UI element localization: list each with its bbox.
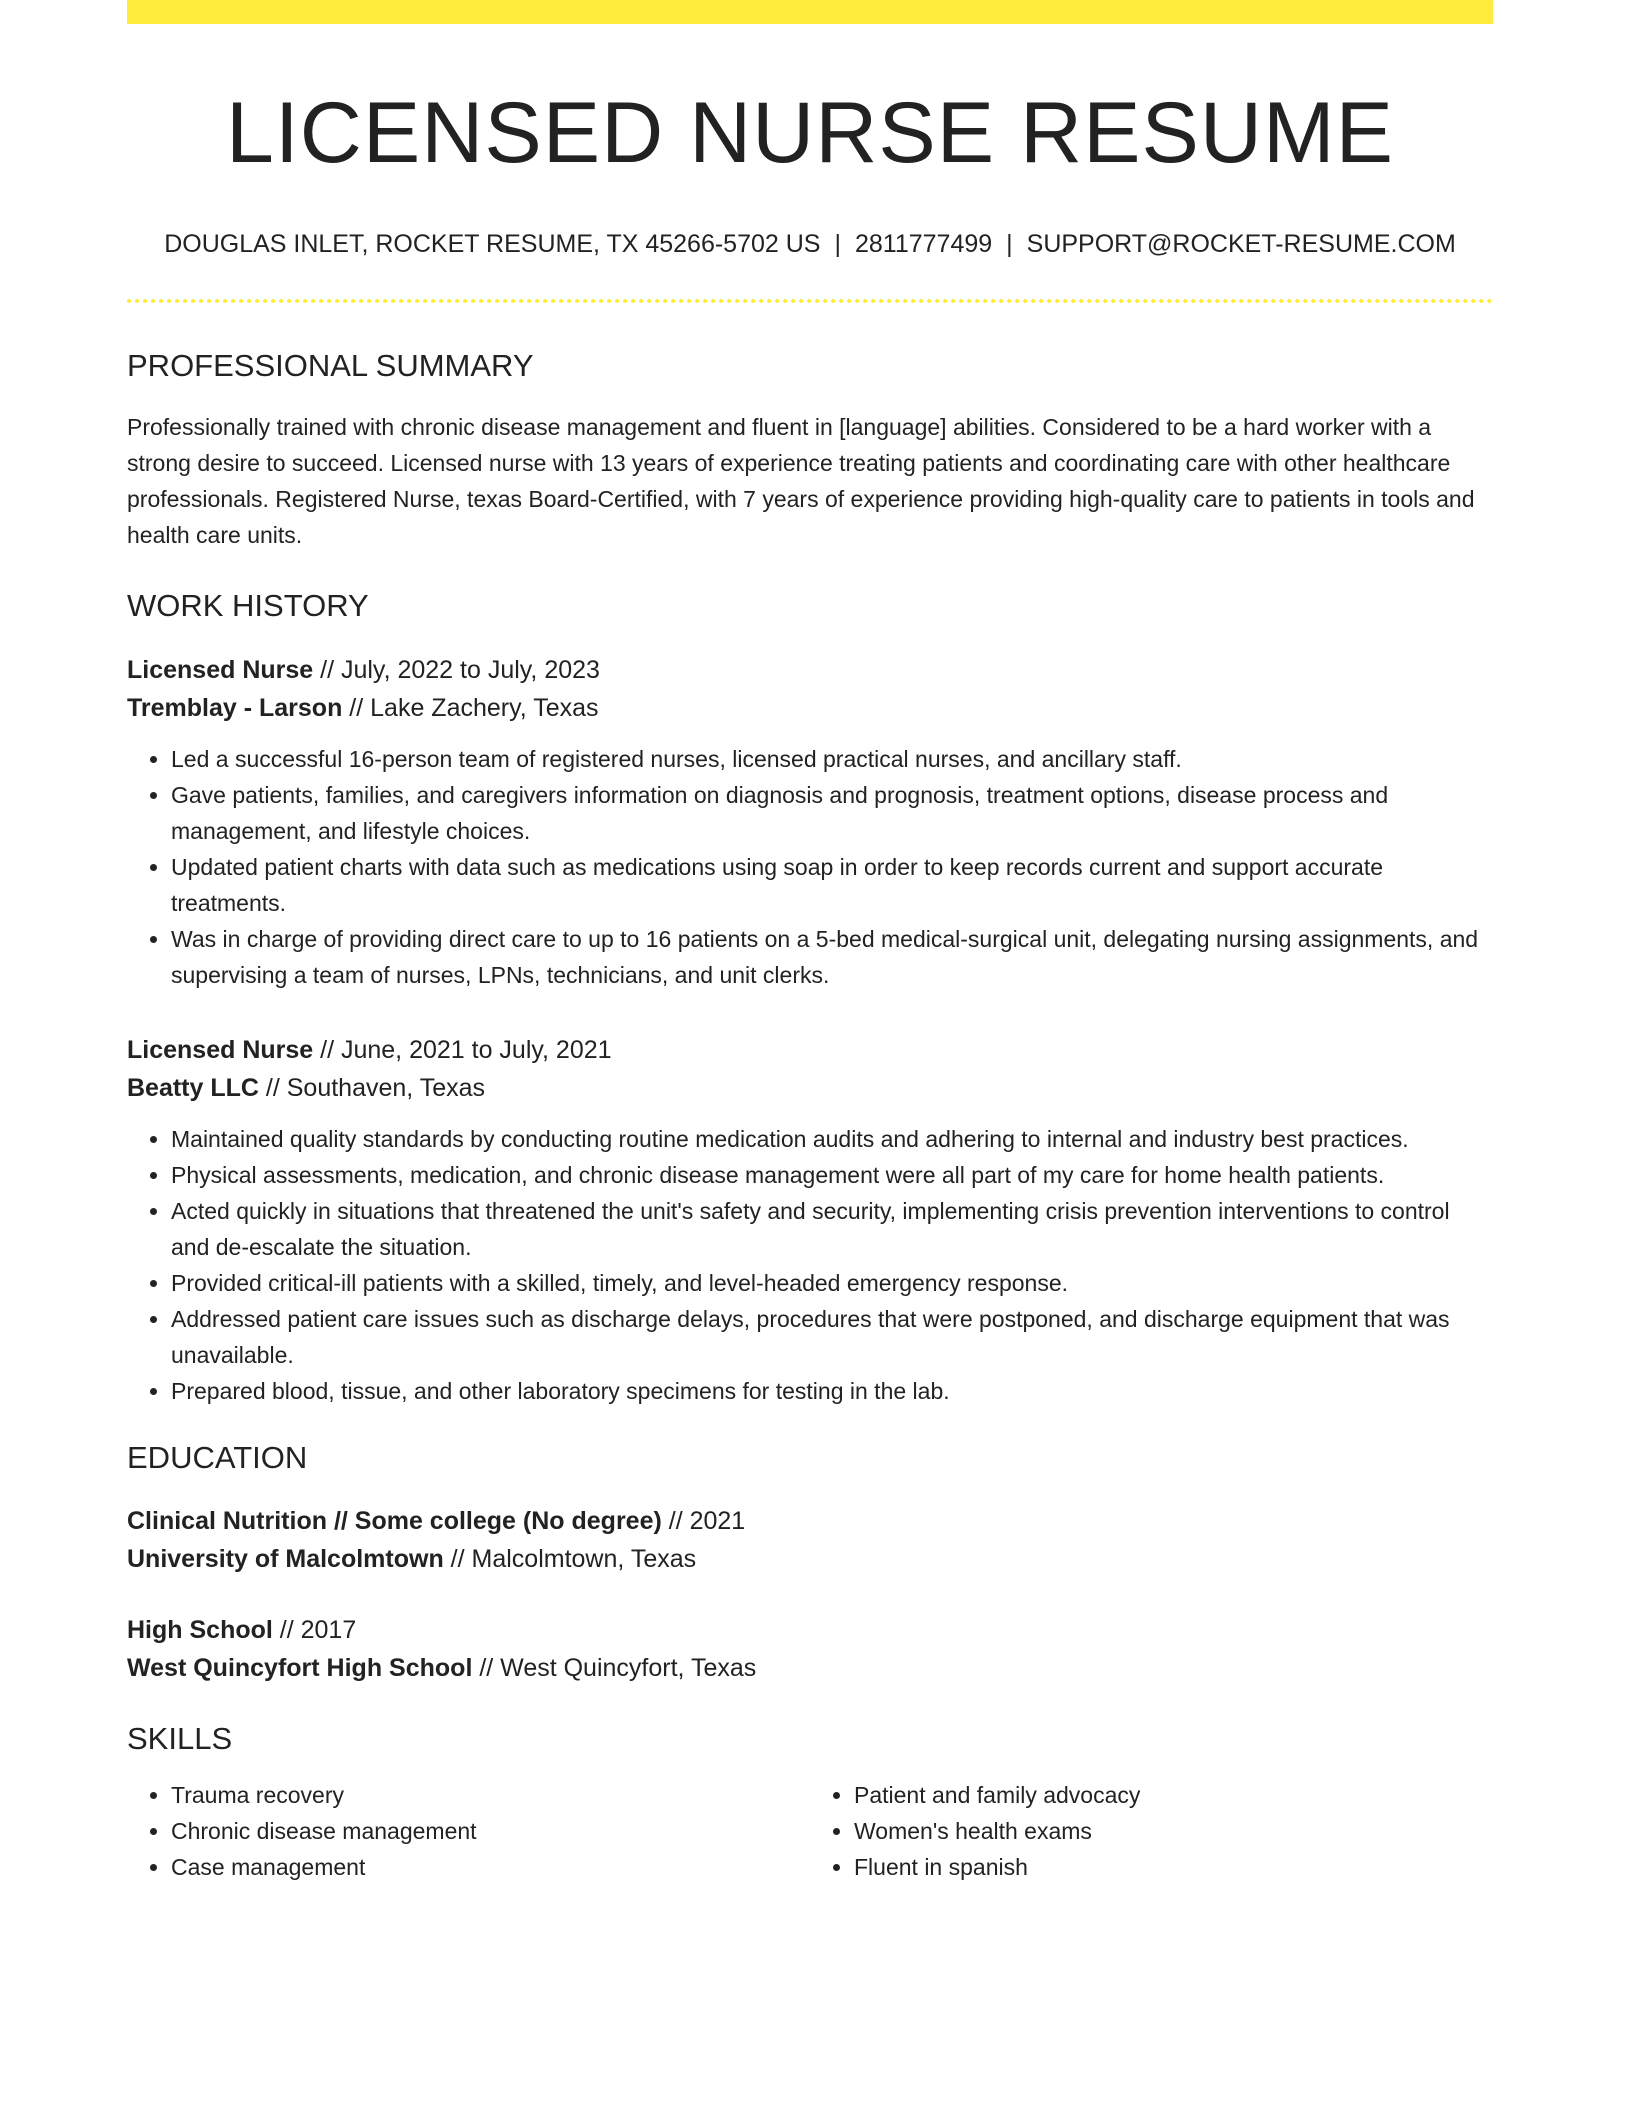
job-title-line [127, 651, 1493, 689]
education-degree-line [127, 1502, 1493, 1540]
job-bullet: • Was in charge of providing direct care to up to 16 patients on a 5-bed medical-surgical unit, delegating nursing assignments, and supervising a team of nurses, LPNs, technicians, and unit clerks. [171, 921, 1493, 993]
work-history-heading: WORK HISTORY [127, 588, 369, 624]
job-bullet: • Led a successful 16-person team of registered nurses, licensed practical nurses, and ancillary staff. [171, 741, 1493, 777]
job-bullet: • Addressed patient care issues such as discharge delays, procedures that were postponed, and discharge equipment that was unavailable. [171, 1301, 1493, 1373]
resume-title: LICENSED NURSE RESUME [226, 85, 1394, 181]
job-bullets [127, 741, 1493, 993]
education-school: West Quincyfort High School [127, 1653, 473, 1682]
skill-item: • Trauma recovery [171, 1777, 810, 1813]
education-year: // 2017 [272, 1615, 357, 1644]
skill-item: • Chronic disease management [171, 1813, 810, 1849]
job-location: // Southaven, Texas [258, 1073, 486, 1102]
job-bullet: • Physical assessments, medication, and chronic disease management were all part of my care for home health patients. [171, 1157, 1493, 1193]
job-title: Licensed Nurse [127, 1035, 314, 1064]
job-bullet: • Acted quickly in situations that threatened the unit's safety and security, implementing crisis prevention interventions to control and de-escalate the situation. [171, 1193, 1493, 1265]
job-entry [127, 651, 1493, 993]
job-title-line [127, 1031, 1493, 1069]
education-location: // West Quincyfort, Texas [472, 1653, 757, 1682]
education-degree: Clinical Nutrition // Some college (No degree) [127, 1506, 662, 1535]
dotted-divider [127, 299, 1493, 303]
education-school-line [127, 1540, 1493, 1578]
job-company: Beatty LLC [127, 1073, 259, 1102]
skills-heading: SKILLS [127, 1720, 233, 1756]
job-bullet: • Provided critical-ill patients with a skilled, timely, and level-headed emergency response. [171, 1265, 1493, 1301]
education-entry [127, 1502, 1493, 1578]
job-bullet: • Updated patient charts with data such as medications using soap in order to keep records current and support accurate treatments. [171, 849, 1493, 921]
job-company-line [127, 1069, 1493, 1107]
education-year: // 2021 [661, 1506, 746, 1535]
accent-top-bar [127, 0, 1493, 24]
contact-phone: 2811777499 [854, 230, 993, 259]
education-entry [127, 1611, 1493, 1687]
contact-separator: | [1006, 230, 1013, 259]
job-company: Tremblay - Larson [127, 693, 343, 722]
job-company-line [127, 689, 1493, 727]
skill-item: • Patient and family advocacy [854, 1777, 1493, 1813]
education-school-line [127, 1649, 1493, 1687]
skill-item: • Women's health exams [854, 1813, 1493, 1849]
contact-address: DOUGLAS INLET, ROCKET RESUME, TX 45266-5702 US [164, 230, 821, 259]
job-bullets [127, 1121, 1493, 1409]
skill-item: • Case management [171, 1849, 810, 1885]
job-title: Licensed Nurse [127, 655, 314, 684]
education-heading: EDUCATION [127, 1439, 308, 1475]
skills-list [127, 1777, 1493, 1885]
job-dates: // June, 2021 to July, 2021 [313, 1035, 612, 1064]
education-degree-line [127, 1611, 1493, 1649]
summary-heading: PROFESSIONAL SUMMARY [127, 348, 534, 384]
skills-column-right [810, 1777, 1493, 1885]
contact-email: SUPPORT@ROCKET-RESUME.COM [1026, 230, 1456, 259]
education-location: // Malcolmtown, Texas [443, 1544, 697, 1573]
job-entry [127, 1031, 1493, 1409]
education-school: University of Malcolmtown [127, 1544, 444, 1573]
job-bullet: • Prepared blood, tissue, and other laboratory specimens for testing in the lab. [171, 1373, 1493, 1409]
contact-separator: | [834, 230, 841, 259]
contact-line [127, 229, 1493, 259]
job-dates: // July, 2022 to July, 2023 [313, 655, 600, 684]
job-location: // Lake Zachery, Texas [342, 693, 599, 722]
skill-item: • Fluent in spanish [854, 1849, 1493, 1885]
job-bullet: • Gave patients, families, and caregivers information on diagnosis and prognosis, treatment options, disease process and management, and lifestyle choices. [171, 777, 1493, 849]
skills-column-left [127, 1777, 810, 1885]
job-bullet: • Maintained quality standards by conducting routine medication audits and adhering to internal and industry best practices. [171, 1121, 1493, 1157]
summary-text: Professionally trained with chronic disease management and fluent in [language] abilities. Considered to be a hard worker with a strong desire to succeed. Licensed nurse with 13 years of experience treating patients and coordinating care with other healthcare professionals. Registered Nurse, texas Board-Certified, with 7 years of experience providing high-quality care to patients in tools and health care units. [127, 414, 1475, 549]
resume-page [127, 0, 1493, 1885]
education-degree: High School [127, 1615, 273, 1644]
